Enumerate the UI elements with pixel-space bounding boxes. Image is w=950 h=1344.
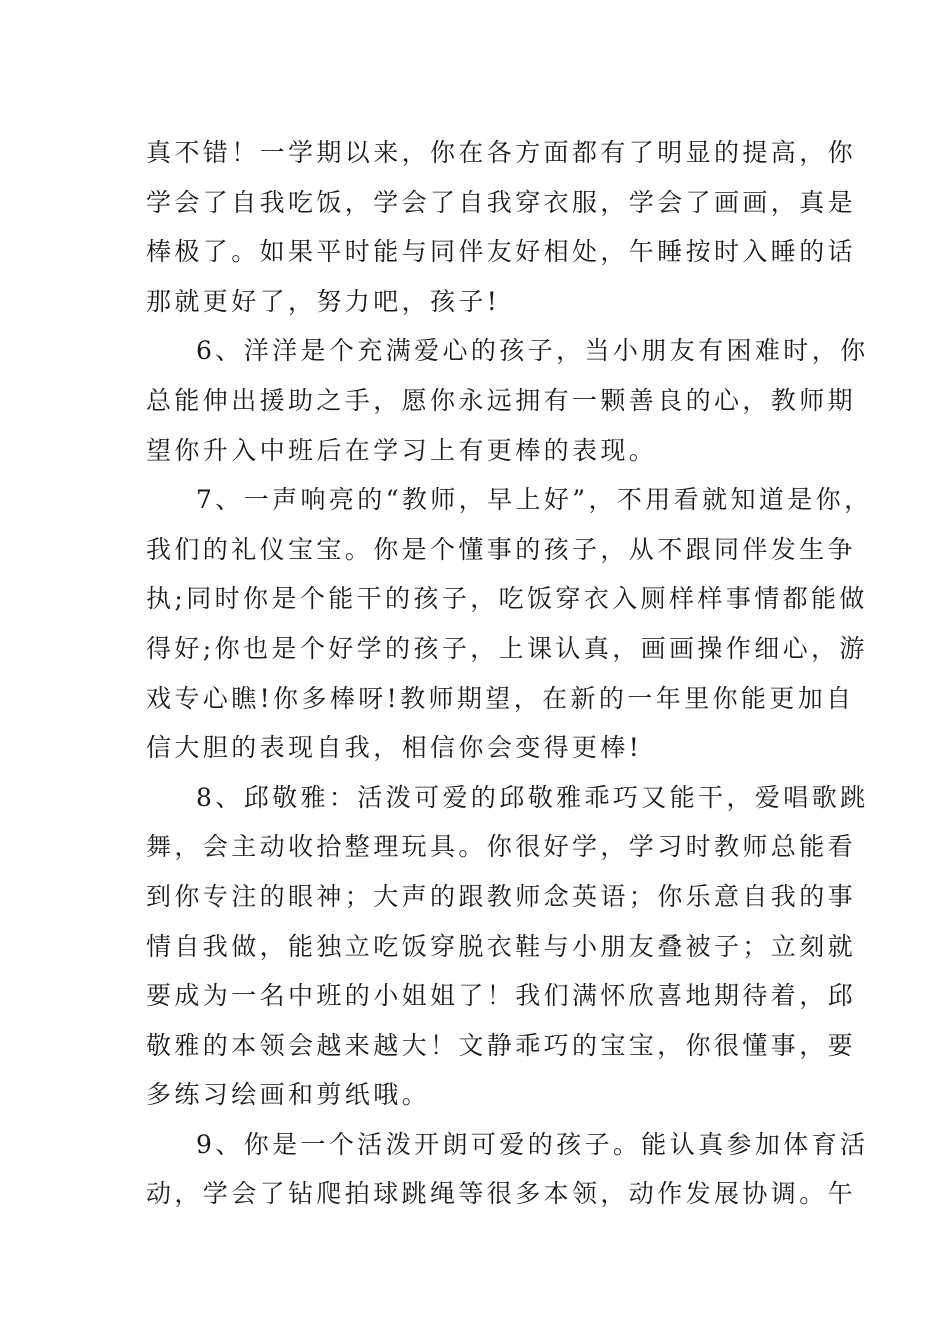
paragraph-start-line: 7、一声响亮的“教师，早上好”，不用看就知道是你， [196, 485, 873, 515]
text-line: 望你升入中班后在学习上有更棒的表现。 [146, 435, 658, 465]
paragraph-start-line: 8、邱敬雅：活泼可爱的邱敬雅乖巧又能干，爱唱歌跳 [196, 782, 869, 812]
text-line: 到你专注的眼神；大声的跟教师念英语；你乐意自我的事 [146, 881, 857, 911]
text-line: 舞，会主动收拾整理玩具。你很好学，学习时教师总能看 [146, 832, 857, 862]
text-line: 得好;你也是个好学的孩子，上课认真，画画操作细心，游 [146, 633, 868, 663]
text-line: 我们的礼仪宝宝。你是个懂事的孩子，从不跟同伴发生争 [146, 534, 857, 564]
text-line: 敬雅的本领会越来越大！文静乖巧的宝宝，你很懂事，要 [146, 1030, 857, 1060]
text-line: 棒极了。如果平时能与同伴友好相处，午睡按时入睡的话 [146, 237, 857, 267]
text-line: 信大胆的表现自我，相信你会变得更棒! [146, 733, 643, 763]
text-line: 多练习绘画和剪纸哦。 [146, 1080, 431, 1110]
document-body [146, 128, 873, 1219]
text-line: 那就更好了，努力吧，孩子! [146, 286, 501, 316]
text-line: 动，学会了钻爬拍球跳绳等很多本领，动作发展协调。午 [146, 1179, 857, 1209]
text-line: 戏专心瞧!你多棒呀!教师期望，在新的一年里你能更加自 [146, 683, 855, 713]
text-line: 总能伸出援助之手，愿你永远拥有一颗善良的心，教师期 [146, 385, 857, 415]
text-line: 真不错！一学期以来，你在各方面都有了明显的提高，你 [146, 138, 857, 167]
paragraph-start-line: 9、你是一个活泼开朗可爱的孩子。能认真参加体育活 [196, 1129, 869, 1159]
text-line: 学会了自我吃饭，学会了自我穿衣服，学会了画画，真是 [146, 187, 857, 217]
paragraph-start-line: 6、洋洋是个充满爱心的孩子，当小朋友有困难时，你 [196, 336, 869, 366]
text-line: 情自我做，能独立吃饭穿脱衣鞋与小朋友叠被子；立刻就 [146, 931, 857, 961]
text-line: 要成为一名中班的小姐姐了！我们满怀欣喜地期待着，邱 [146, 981, 857, 1011]
text-line: 执;同时你是个能干的孩子，吃饭穿衣入厕样样事情都能做 [146, 584, 868, 614]
